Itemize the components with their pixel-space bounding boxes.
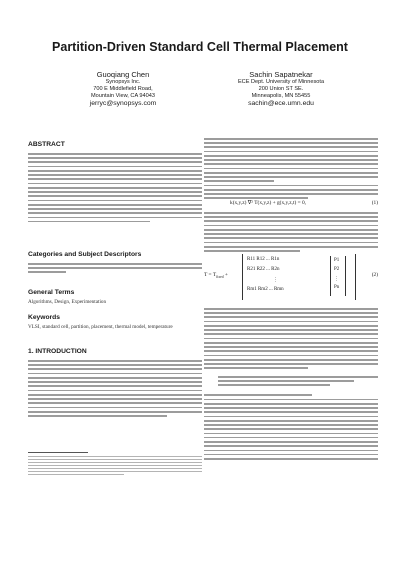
abstract-heading: ABSTRACT [28,141,65,148]
text-line-placeholder [28,462,202,463]
categories-heading: Categories and Subject Descriptors [28,251,142,258]
text-line-placeholder [204,189,378,191]
text-line-placeholder [204,445,378,447]
paper-title: Partition-Driven Standard Cell Thermal Placement [52,40,348,54]
text-line-placeholder [204,250,300,252]
general-terms-heading: General Terms [28,289,75,296]
introduction-heading: 1. INTRODUCTION [28,348,87,355]
text-line-placeholder [204,458,378,460]
matrix-row: R11 R12 ... R1n [247,257,280,262]
keywords-heading: Keywords [28,314,60,321]
text-line-placeholder [204,411,378,413]
text-line-placeholder [28,157,202,159]
general-terms-body: Algorithms, Design, Experimentation [28,299,107,305]
text-line-placeholder [204,308,378,310]
author-name: Guoqiang Chen [96,70,150,79]
text-line-placeholder [28,459,202,460]
text-line-placeholder [218,384,330,386]
text-line-placeholder [28,153,202,155]
keywords-body: VLSI, standard cell, partition, placement, thermal model, temperature [28,324,173,330]
author-name: Sachin Sapatnekar [249,70,313,79]
text-line-placeholder [204,450,378,452]
text-line-placeholder [204,367,308,369]
text-line-placeholder [204,233,378,235]
text-line-placeholder [204,424,378,426]
text-line-placeholder [204,441,378,443]
text-line-placeholder [204,338,378,340]
footnote-rule [28,452,88,453]
text-line-placeholder [28,178,202,180]
text-line-placeholder [28,402,202,404]
text-line-placeholder [204,246,378,248]
text-line-placeholder [204,342,378,344]
text-line-placeholder [204,403,378,405]
body-text-block [204,308,378,372]
text-line-placeholder [204,242,378,244]
text-line-placeholder [204,146,378,148]
text-line-placeholder [204,159,378,161]
text-line-placeholder [204,176,378,178]
text-line-placeholder [204,346,378,348]
text-line-placeholder [28,217,202,219]
text-line-placeholder [28,191,202,193]
text-line-placeholder [204,407,378,409]
body-text-block [204,138,378,202]
text-line-placeholder [28,364,202,366]
text-line-placeholder [204,172,378,174]
text-line-placeholder [28,187,202,189]
matrix-row: R21 R22 ... R2n [247,267,280,272]
text-line-placeholder [28,377,202,379]
text-line-placeholder [28,183,202,185]
text-line-placeholder [28,170,202,172]
author-city: Minneapolis, MN 55455 [251,93,311,99]
matrix-row: Rm1 Rm2 ... Rmn [247,287,284,292]
text-line-placeholder [28,471,202,472]
author-email: jerryc@synopsys.com [89,100,157,107]
equation-2-lhs: $T = T_{fixed}$ + [204,272,228,280]
abstract-body [28,153,202,225]
equation-number: (1) [371,200,378,206]
text-line-placeholder [28,271,66,273]
text-line-placeholder [28,204,202,206]
text-line-placeholder [204,316,378,318]
text-line-placeholder [204,420,378,422]
text-line-placeholder [28,394,202,396]
text-line-placeholder [204,229,378,231]
text-line-placeholder [204,138,378,140]
problem-statement [218,376,378,389]
vector-entry: Pn [334,285,340,290]
author-org: Synopsys Inc. [105,79,141,85]
text-line-placeholder [204,333,378,335]
text-line-placeholder [28,221,150,223]
text-line-placeholder [28,390,202,392]
text-line-placeholder [204,454,378,456]
text-line-placeholder [204,428,378,430]
text-line-placeholder [204,142,378,144]
body-text-block [204,394,378,462]
introduction-body [28,360,202,419]
text-line-placeholder [204,416,378,418]
text-line-placeholder [28,368,202,370]
text-line-placeholder [28,474,124,475]
vector-entry: ⋮ [334,277,339,282]
text-line-placeholder [204,433,378,435]
text-line-placeholder [28,407,202,409]
text-line-placeholder [218,376,378,378]
text-line-placeholder [28,174,202,176]
author-email: sachin@ece.umn.edu [248,100,314,107]
vector-entry: P1 [334,258,340,263]
text-line-placeholder [204,151,378,153]
text-line-placeholder [28,161,202,163]
text-line-placeholder [28,385,202,387]
text-line-placeholder [28,373,202,375]
author-org: ECE Dept. University of Minnesota [237,79,325,85]
matrix-row: ⋮ [273,278,278,283]
text-line-placeholder [28,360,202,362]
text-line-placeholder [204,237,378,239]
text-line-placeholder [28,381,202,383]
text-line-placeholder [28,212,202,214]
text-line-placeholder [204,355,378,357]
text-line-placeholder [204,168,378,170]
copyright-footnote [28,456,202,477]
text-line-placeholder [204,359,378,361]
text-line-placeholder [28,398,202,400]
text-line-placeholder [28,267,202,269]
text-line-placeholder [204,350,378,352]
text-line-placeholder [204,437,378,439]
text-line-placeholder [28,263,202,265]
text-line-placeholder [204,180,274,182]
text-line-placeholder [28,195,202,197]
text-line-placeholder [204,394,312,396]
text-line-placeholder [204,312,378,314]
left-column [28,136,202,556]
categories-body [28,263,202,276]
text-line-placeholder [218,380,354,382]
text-line-placeholder [28,166,202,168]
text-line-placeholder [204,225,378,227]
power-vector [330,256,346,296]
text-line-placeholder [204,185,378,187]
text-line-placeholder [204,329,378,331]
text-line-placeholder [204,399,378,401]
equation-2 [204,254,378,302]
text-line-placeholder [28,415,167,417]
text-line-placeholder [28,465,202,466]
text-line-placeholder [28,208,202,210]
text-line-placeholder [28,200,202,202]
author-address: 700 E Middlefield Road, [93,86,153,92]
author-block-1 [48,70,198,108]
text-line-placeholder [204,321,378,323]
text-line-placeholder [204,193,378,195]
text-line-placeholder [204,216,378,218]
equation-1-body: k(x,y,z) ∇² T(x,y,z) + g(x,y,z,t) = 0, [230,200,307,206]
text-line-placeholder [204,220,378,222]
text-line-placeholder [28,468,202,469]
text-line-placeholder [204,363,378,365]
author-block-2 [206,70,356,108]
text-line-placeholder [204,163,378,165]
author-address: 200 Union ST SE. [258,86,304,92]
text-line-placeholder [28,456,202,457]
author-city: Mountain View, CA 94043 [91,93,155,99]
right-column [204,136,378,556]
text-line-placeholder [204,212,378,214]
vector-entry: P2 [334,267,340,272]
text-line-placeholder [204,197,308,199]
text-line-placeholder [204,155,378,157]
equation-number: (2) [371,272,378,278]
text-line-placeholder [204,325,378,327]
text-line-placeholder [28,411,202,413]
body-text-block [204,212,378,254]
